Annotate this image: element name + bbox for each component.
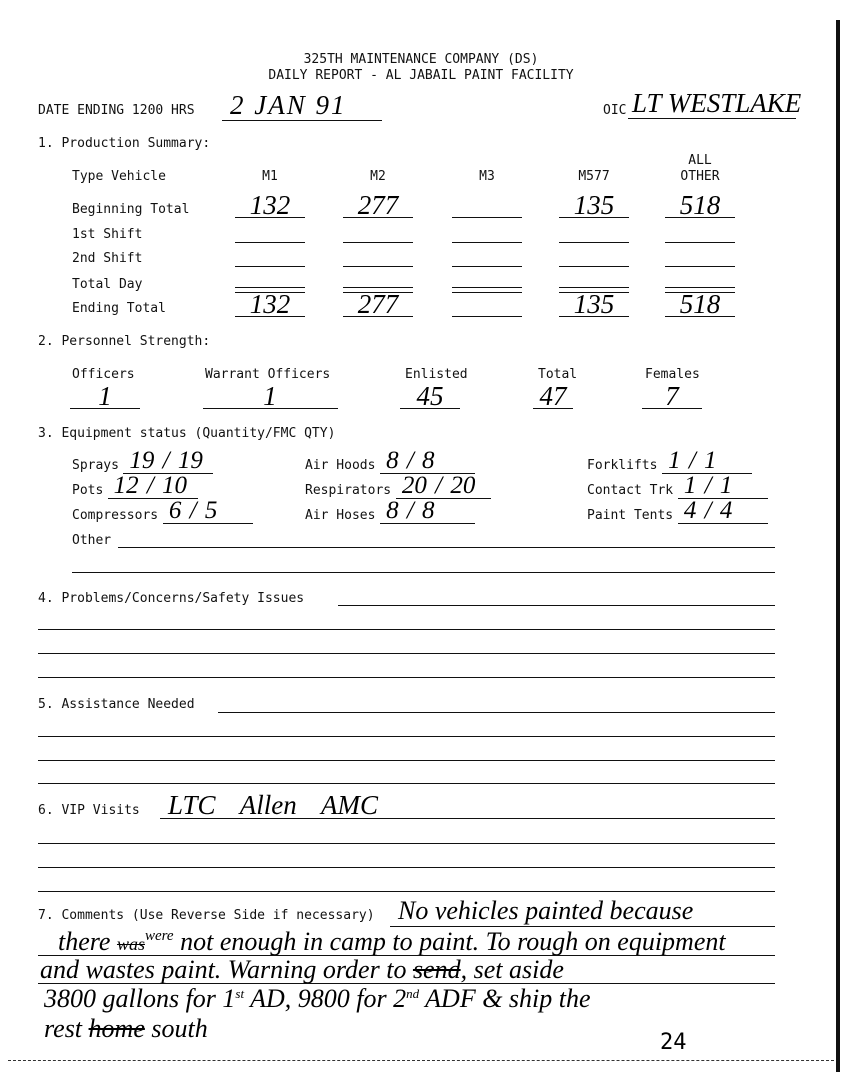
column-header: M1 (262, 169, 278, 184)
equipment-value: 8 / 8 (386, 447, 435, 474)
vip-line (38, 867, 775, 868)
equipment-label: Respirators (305, 483, 392, 498)
personnel-line (203, 408, 338, 409)
comment-text: and wastes paint. Warning order to (40, 955, 407, 984)
production-line (343, 287, 413, 288)
vip-line (160, 818, 775, 819)
comment-line-2 (58, 929, 726, 955)
oic-value: LT WESTLAKE (632, 88, 802, 118)
vip-heading: 6. VIP Visits (38, 803, 140, 818)
column-header: OTHER (680, 169, 720, 184)
equipment-value: 1 / 1 (668, 447, 717, 474)
struck-word: home (88, 1014, 145, 1043)
assistance-line (218, 712, 775, 713)
date-value: 2 JAN 91 (230, 90, 347, 120)
comment-text: , set aside (460, 955, 564, 984)
equipment-value: 8 / 8 (386, 497, 435, 524)
personnel-value: 45 (416, 381, 444, 411)
row-label: Total Day (72, 277, 143, 292)
date-label: DATE ENDING 1200 HRS (38, 103, 195, 118)
production-line (343, 217, 413, 218)
production-value: 277 (357, 190, 399, 220)
struck-word: was (116, 934, 145, 954)
production-line (665, 242, 735, 243)
problems-line (38, 653, 775, 654)
equipment-value: 6 / 5 (168, 497, 218, 524)
equipment-value: 4 / 4 (683, 497, 733, 524)
row-label: 2nd Shift (72, 251, 143, 266)
personnel-line (400, 408, 460, 409)
production-line (343, 242, 413, 243)
problems-line (38, 677, 775, 678)
column-header-top: ALL (688, 153, 712, 168)
equipment-label: Sprays (72, 458, 119, 473)
personnel-value: 1 (263, 381, 277, 411)
row-label: Beginning Total (72, 202, 190, 217)
production-line (235, 217, 305, 218)
equipment-line (163, 523, 253, 524)
production-line (452, 266, 522, 267)
production-line (343, 266, 413, 267)
personnel-line (642, 408, 702, 409)
production-line (559, 217, 629, 218)
production-line (559, 242, 629, 243)
vip-value: LTC Allen AMC (168, 790, 378, 820)
production-line (665, 217, 735, 218)
equipment-label: Air Hoses (305, 508, 376, 523)
personnel-value: 1 (98, 381, 112, 411)
personnel-line (70, 408, 140, 409)
comment-text: not enough in camp to paint. To rough on equipment (180, 927, 726, 956)
page-number: 24 (660, 1030, 687, 1055)
personnel-label: Officers (72, 367, 135, 382)
equipment-label: Air Hoods (305, 458, 376, 473)
assistance-line (38, 736, 775, 737)
problems-line (338, 605, 775, 606)
equipment-label: Paint Tents (587, 508, 674, 523)
production-line (452, 217, 522, 218)
equipment-line (380, 523, 475, 524)
comment-sup: st (235, 986, 245, 1001)
production-line (235, 266, 305, 267)
personnel-label: Total (538, 367, 578, 382)
comment-line-5 (44, 1016, 208, 1042)
comment-line-1: No vehicles painted because (398, 896, 694, 925)
equipment-value: 12 / 10 (113, 472, 188, 499)
equipment-value: 19 / 19 (129, 447, 203, 474)
production-value: 135 (573, 190, 615, 220)
report-org: 325TH MAINTENANCE COMPANY (DS) (303, 52, 539, 67)
scan-edge (836, 20, 840, 1072)
production-line (665, 266, 735, 267)
comment-line-3 (40, 957, 564, 983)
comment-text: south (144, 1014, 208, 1043)
production-line (343, 316, 413, 317)
personnel-line (533, 408, 573, 409)
production-value: 132 (249, 190, 291, 220)
assistance-line (38, 760, 775, 761)
oic-label: OIC (603, 103, 627, 118)
production-value: 135 (573, 289, 615, 319)
personnel-heading: 2. Personnel Strength: (38, 334, 211, 349)
equipment-label: Contact Trk (587, 483, 674, 498)
production-value: 518 (679, 190, 721, 220)
assistance-line (38, 783, 775, 784)
equipment-label: Compressors (72, 508, 159, 523)
comments-heading: 7. Comments (Use Reverse Side if necessary) (38, 908, 375, 923)
inserted-word: were (144, 928, 174, 944)
equipment-value: 20 / 20 (401, 472, 476, 499)
other-line-2 (72, 572, 775, 573)
assistance-heading: 5. Assistance Needed (38, 697, 195, 712)
vip-line (38, 843, 775, 844)
production-heading: 1. Production Summary: (38, 136, 211, 151)
production-line (452, 287, 522, 288)
comment-line-4 (44, 986, 591, 1012)
production-line (452, 316, 522, 317)
equipment-heading: 3. Equipment status (Quantity/FMC QTY) (38, 426, 336, 441)
production-line (235, 287, 305, 288)
column-header: M577 (578, 169, 610, 184)
type-vehicle-label: Type Vehicle (72, 169, 166, 184)
date-line (222, 120, 382, 121)
column-header: M2 (370, 169, 386, 184)
other-line (118, 547, 775, 548)
problems-heading: 4. Problems/Concerns/Safety Issues (38, 591, 305, 606)
other-label: Other (72, 533, 112, 548)
equipment-label: Pots (72, 483, 104, 498)
production-line (665, 287, 735, 288)
bottom-rule (8, 1060, 834, 1061)
vip-line (38, 891, 775, 892)
production-line (665, 316, 735, 317)
row-label: Ending Total (72, 301, 166, 316)
personnel-label: Females (645, 367, 700, 382)
struck-word: send (412, 955, 461, 984)
comment-text: AD, 9800 for 2 (244, 984, 407, 1013)
row-label: 1st Shift (72, 227, 143, 242)
production-line (235, 242, 305, 243)
production-value: 518 (679, 289, 721, 319)
comment-sup: nd (406, 986, 420, 1001)
comment-text: rest (44, 1014, 89, 1043)
production-line (559, 266, 629, 267)
production-line (235, 316, 305, 317)
personnel-label: Enlisted (405, 367, 468, 382)
personnel-label: Warrant Officers (205, 367, 331, 382)
personnel-value: 7 (665, 381, 679, 411)
personnel-value: 47 (539, 381, 567, 411)
production-value: 132 (249, 289, 291, 319)
equipment-label: Forklifts (587, 458, 658, 473)
production-line (452, 242, 522, 243)
oic-line (628, 118, 796, 119)
comment-text: 3800 gallons for 1 (44, 984, 236, 1013)
column-header: M3 (479, 169, 495, 184)
production-line (559, 316, 629, 317)
equipment-value: 1 / 1 (683, 472, 733, 499)
comment-word: there (58, 927, 111, 956)
equipment-line (678, 523, 768, 524)
comment-text: ADF & ship the (419, 984, 591, 1013)
production-line (559, 287, 629, 288)
production-line (452, 292, 522, 293)
report-title: DAILY REPORT - AL JABAIL PAINT FACILITY (268, 68, 574, 83)
production-value: 277 (357, 289, 399, 319)
problems-line (38, 629, 775, 630)
